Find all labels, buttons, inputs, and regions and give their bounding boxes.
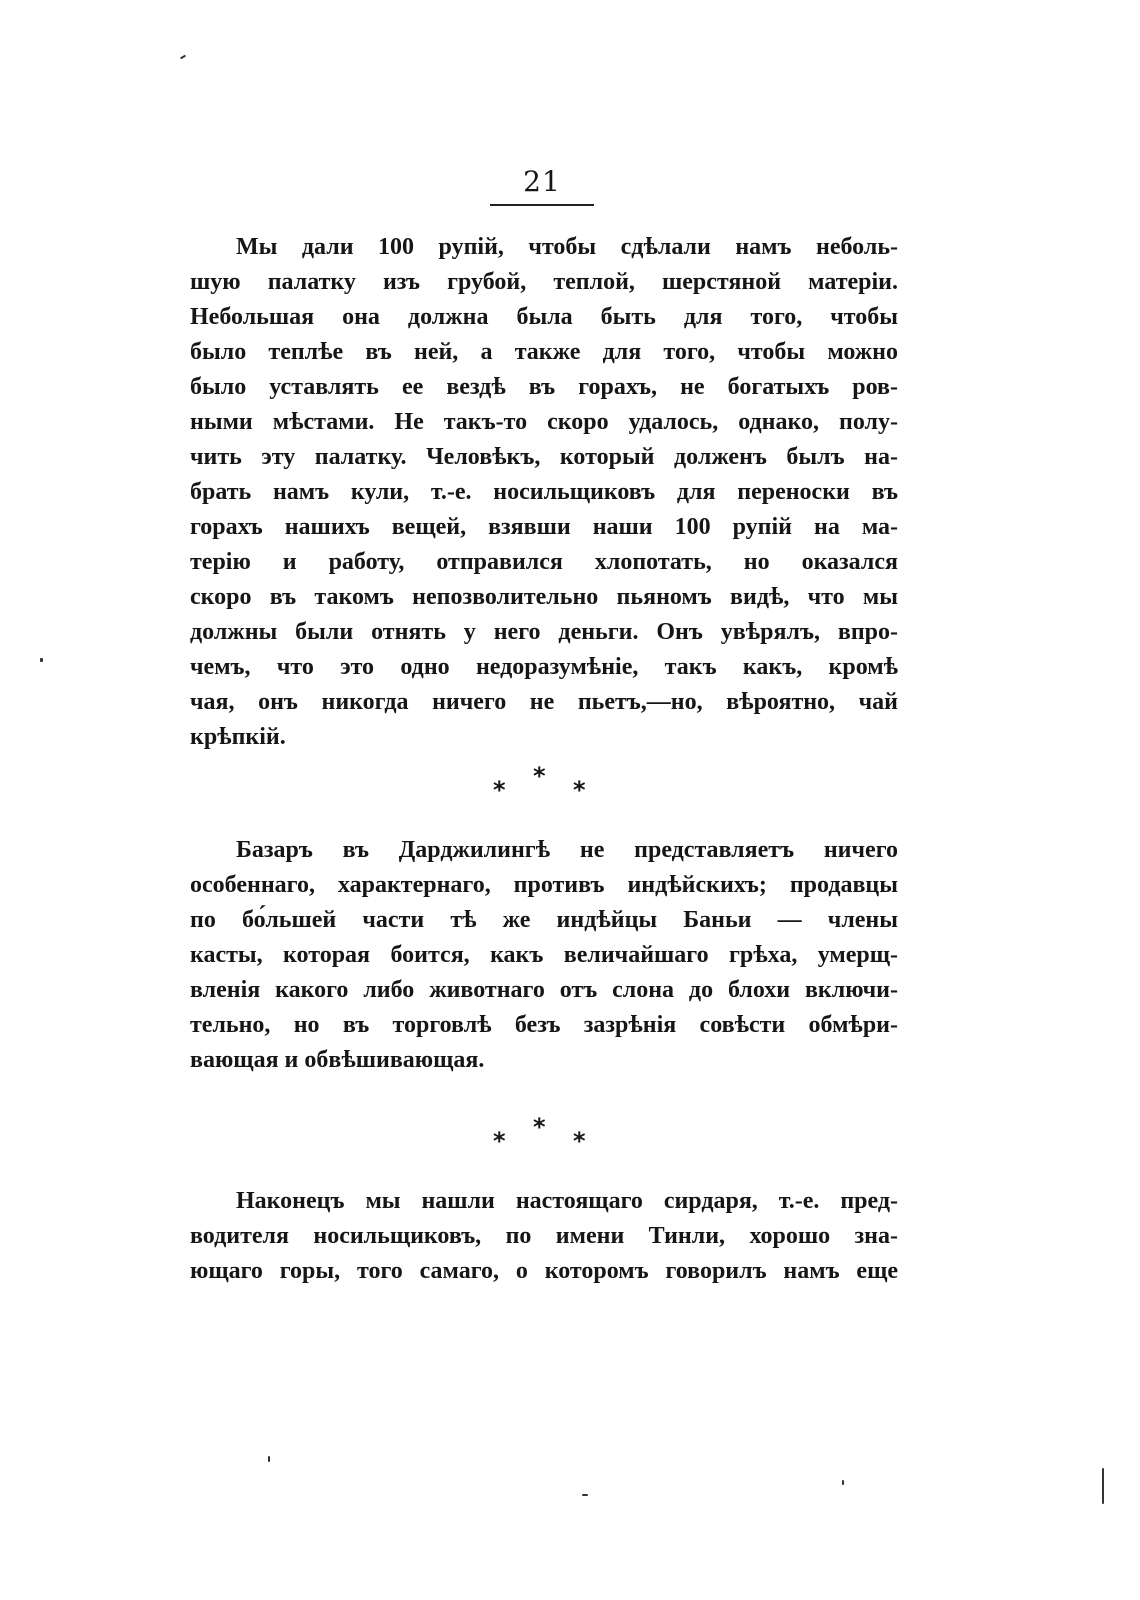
separator-star: * (493, 1127, 506, 1155)
text-line: было теплѣе въ ней, а также для того, чтобы можно (190, 339, 898, 365)
separator-star: * (533, 762, 546, 790)
page-number: 21 (523, 165, 561, 198)
text-line: ными мѣстами. Не такъ-то скоро удалось, однако, полу- (190, 409, 898, 435)
text-line: вленія какого либо животнаго отъ слона до блохи включи- (190, 977, 898, 1003)
text-line: Небольшая она должна была быть для того, чтобы (190, 304, 898, 330)
text-line: Наконецъ мы нашли настоящаго сирдаря, т.-е. пред- (236, 1188, 898, 1214)
text-line: касты, которая боится, какъ величайшаго грѣха, умерщ- (190, 942, 898, 968)
scan-speck (1102, 1468, 1104, 1504)
text-line: скоро въ такомъ непозволительно пьяномъ видѣ, что мы (190, 584, 898, 610)
separator-star: * (493, 776, 506, 804)
text-line: должны были отнять у него деньги. Онъ увѣрялъ, впро- (190, 619, 898, 645)
text-line: чемъ, что это одно недоразумѣніе, такъ какъ, кромѣ (190, 654, 898, 680)
text-line: Мы дали 100 рупій, чтобы сдѣлали намъ неболь- (236, 234, 898, 260)
text-line: терію и работу, отправился хлопотать, но оказался (190, 549, 898, 575)
text-line: горахъ нашихъ вещей, взявши наши 100 рупій на ма- (190, 514, 898, 540)
scan-speck (842, 1480, 844, 1485)
text-line: чая, онъ никогда ничего не пьетъ,—но, вѣроятно, чай (190, 689, 898, 715)
scan-speck (582, 1494, 588, 1496)
page-number-rule (490, 204, 594, 206)
text-line: водителя носильщиковъ, по имени Тинли, хорошо зна- (190, 1223, 898, 1249)
text-line: шую палатку изъ грубой, теплой, шерстяной матеріи. (190, 269, 898, 295)
separator-star: * (573, 776, 586, 804)
text-line: было уставлять ее вездѣ въ горахъ, не богатыхъ ров- (190, 374, 898, 400)
text-line: вающая и обвѣшивающая. (190, 1047, 485, 1073)
text-line: ющаго горы, того самаго, о которомъ говорилъ намъ еще (190, 1258, 898, 1284)
text-line: Базаръ въ Дарджилингѣ не представляетъ ничего (236, 837, 898, 863)
separator-star: * (533, 1113, 546, 1141)
text-line: брать намъ кули, т.-е. носильщиковъ для переноски въ (190, 479, 898, 505)
text-line: крѣпкій. (190, 724, 286, 750)
text-line: особеннаго, характернаго, противъ индѣйскихъ; продавцы (190, 872, 898, 898)
section-separator (470, 762, 610, 802)
scan-speck (40, 658, 43, 662)
text-line: чить эту палатку. Человѣкъ, который долженъ былъ на- (190, 444, 898, 470)
scan-speck (268, 1456, 270, 1462)
scan-speck (180, 55, 186, 60)
text-line: тельно, но въ торговлѣ безъ зазрѣнія совѣсти обмѣри- (190, 1012, 898, 1038)
separator-star: * (573, 1127, 586, 1155)
section-separator (470, 1113, 610, 1153)
text-line: по бо́льшей части тѣ же индѣйцы Баньи — члены (190, 907, 898, 933)
